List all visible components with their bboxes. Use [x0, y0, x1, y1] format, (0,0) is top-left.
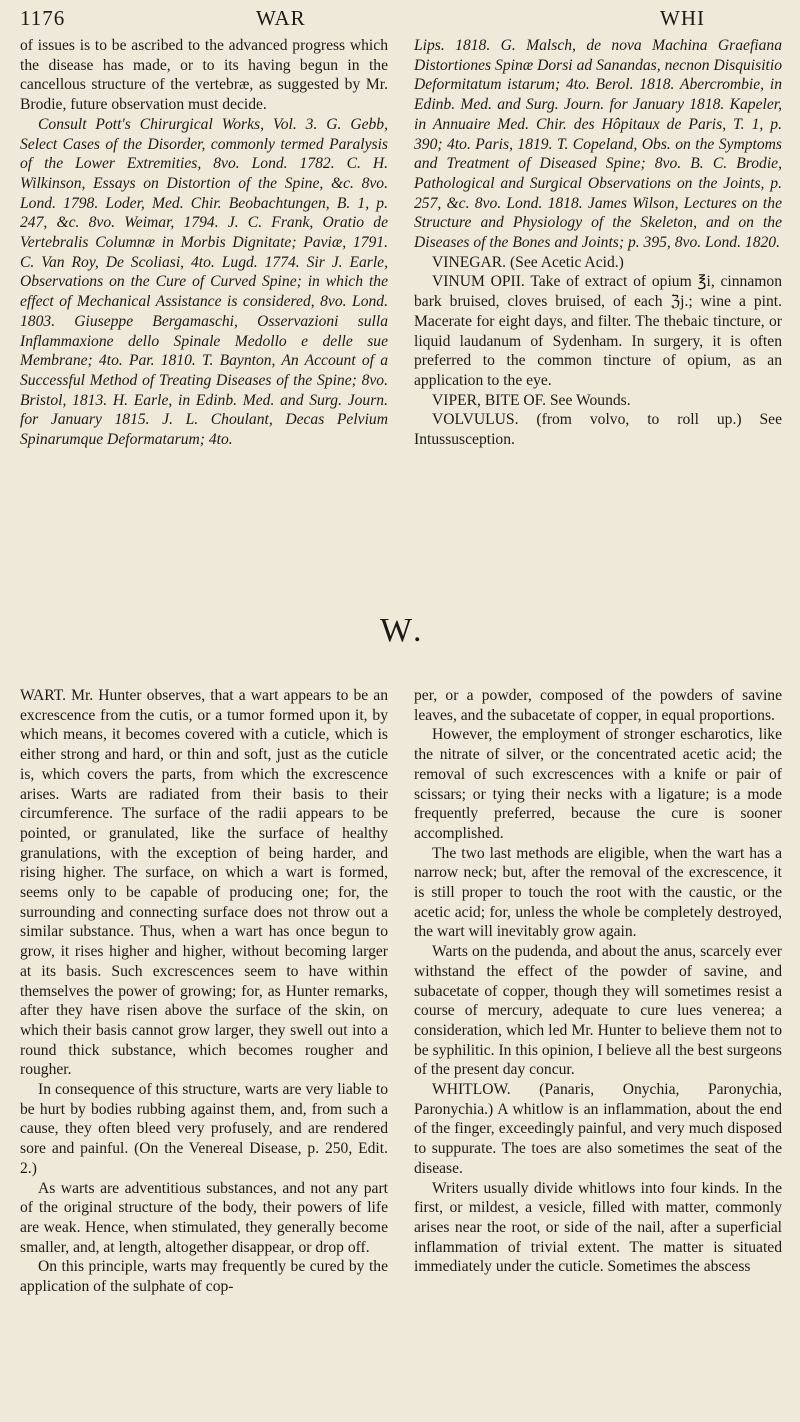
column-bottom-right [414, 686, 782, 1277]
entry-vinegar: VINEGAR. (See Acetic Acid.) [432, 253, 624, 271]
right-running-head: WHI [660, 6, 705, 30]
column-top-left [20, 36, 388, 450]
paragraph: Warts on the pudenda, and about the anus, scarcely ever withstand the effect of the powder of savine, and subacetate of copper, though they will sometimes resist a course of mercury, adequate to cure lues venerea; a consideration, which led Mr. Hunter to believe them not to be syphilitic. In this opinion, I believe all the best surgeons of the present day concur. [414, 943, 782, 1079]
entry-whitlow: WHITLOW. (Panaris, Onychia, Paronychia, Paronychia.) A whitlow is an inflammation, about the end of the finger, exceedingly painful, and very much disposed to suppurate. The toes are also sometimes the seat of the disease. [414, 1081, 782, 1177]
entry-volvulus: VOLVULUS. (from volvo, to roll up.) See Intussusception. [414, 411, 782, 449]
paragraph: The two last methods are eligible, when the wart has a narrow neck; but, after the removal of the excrescence, it is still proper to touch the root with the caustic, or the acetic acid; for, unless the whole be completely destroyed, the wart will inevitably grow again. [414, 844, 782, 941]
page-number: 1176 [20, 6, 66, 30]
references-paragraph: Consult Pott's Chirurgical Works, Vol. 3. G. Gebb, Select Cases of the Disorder, commonly termed Paralysis of the Lower Extremities, 8vo. Lond. 1782. C. H. Wilkinson, Essays on Distortion of the Spine, &c. 8vo. Lond. 1798. Loder, Med. Chir. Beobachtungen, B. 1, p. 247, &c. 8vo. Weimar, 1794. J. C. Frank, Oratio de Vertebralis Columnæ in Morbis Dignitate; Paviæ, 1791. C. Van Roy, De Scoliasi, 4to. Lugd. 1774. Sir J. Earle, Observations on the Cure of Curved Spine; in which the effect of Mechanical Assistance is considered, 8vo. Lond. 1803. Giuseppe Bergamaschi, Osservazioni sulla Inflammaxione dello Spinale Medollo e delle sue Membrane; 4to. Par. 1810. T. Baynton, An Account of a Successful Method of Treating Diseases of the Spine; 8vo. Bristol, 1813. H. Earle, in Edinb. Med. and Surg. Journ. for January 1815. J. L. Choulant, Decas Pelvium Spinarumque Deformatarum; 4to. [20, 115, 388, 449]
references-continued: Lips. 1818. G. Malsch, de nova Machina Graefiana Distortiones Spinæ Dorsi ad Sanandas, necnon Disquisitio Deformitatum istarum; 4to. Berol. 1818. Abercrombie, in Edinb. Med. and Surg. Journ. for January 1818. Kapeler, in Annuaire Med. Chir. des Hôpitaux de Paris, T. 1, p. 390; 4to. Paris, 1819. T. Copeland, Obs. on the Symptoms and Treatment of Diseased Spine; 8vo. B. C. Brodie, Pathological and Surgical Observations on the Joints, p. 257, &c. 8vo. Lond. 1818. James Wilson, Lectures on the Structure and Physiology of the Skeleton, and on the Diseases of the Bones and Joints; p. 395, 8vo. Lond. 1820. [414, 37, 782, 252]
paragraph: As warts are adventitious substances, and not any part of the original structure of the body, their powers of life are weak. Hence, when stimulated, they generally become smaller, and, at length, altogether disappear, or drop off. [20, 1179, 388, 1256]
entry-viper-bite: VIPER, BITE OF. See Wounds. [432, 391, 631, 409]
running-header [20, 6, 780, 36]
column-top-right [414, 36, 782, 450]
section-letter: W. [380, 612, 426, 649]
entry-wart: WART. Mr. Hunter observes, that a wart appears to be an excrescence from the cutis, or a tumor formed upon it, by which means, it becomes covered with a cuticle, which is either strong and hard, or thin and soft, just as the cuticle is, which covers the parts, from which the excrescence arises. Warts are radiated from their basis to their circumference. The surface of the radii appears to be pointed, or granulated, like the surface of healthy granulations, with the exception of being harder, and rising higher. The surface, on which a wart is formed, seems only to be capable of producing one; for, the surrounding and connecting surface does not throw out a similar substance. Thus, when a wart has once begun to grow, it rises higher and higher, without becoming larger at its basis. Such excrescences seem to have within themselves the power of growing; for, as Hunter remarks, after they have risen above the surface of the skin, on which their basis cannot grow larger, they swell out into a round thick substance, which becomes rougher and rougher. [20, 687, 388, 1079]
paragraph: In consequence of this structure, warts are very liable to be hurt by bodies rubbing against them, and, from such a cause, they often bleed very profusely, and are rendered sore and painful. (On the Venereal Disease, p. 250, Edit. 2.) [20, 1081, 388, 1177]
paragraph: On this principle, warts may frequently be cured by the application of the sulphate of cop- [20, 1258, 388, 1296]
paragraph: of issues is to be ascribed to the advanced progress which the disease has made, or to its having begun in the cancellous structure of the vertebræ, as suggested by Mr. Brodie, future observation must decide. [20, 37, 388, 114]
paragraph: Writers usually divide whitlows into four kinds. In the first, or mildest, a vesicle, filled with matter, commonly arises near the root, or side of the nail, after a superficial inflammation of trivial extent. The matter is situated immediately under the cuticle. Sometimes the abscess [414, 1179, 782, 1276]
paragraph: per, or a powder, composed of the powders of savine leaves, and the subacetate of copper, in equal proportions. [414, 687, 782, 724]
entry-vinum-opii: VINUM OPII. Take of extract of opium ℥i, cinnamon bark bruised, cloves bruised, of each ℨj.; wine a pint. Macerate for eight days, and filter. The thebaic tincture, or liquid laudanum of Sydenham. In surgery, it is often preferred to the common tincture of opium, as an application to the eye. [414, 273, 782, 389]
left-running-head: WAR [256, 6, 306, 30]
paragraph: However, the employment of stronger escharotics, like the nitrate of silver, or the concentrated acetic acid; the removal of such excrescences with a knife or pair of scissars; or tying their necks with a ligature; is a mode frequently preferred, because the cure is sooner accomplished. [414, 726, 782, 842]
column-bottom-left [20, 686, 388, 1297]
